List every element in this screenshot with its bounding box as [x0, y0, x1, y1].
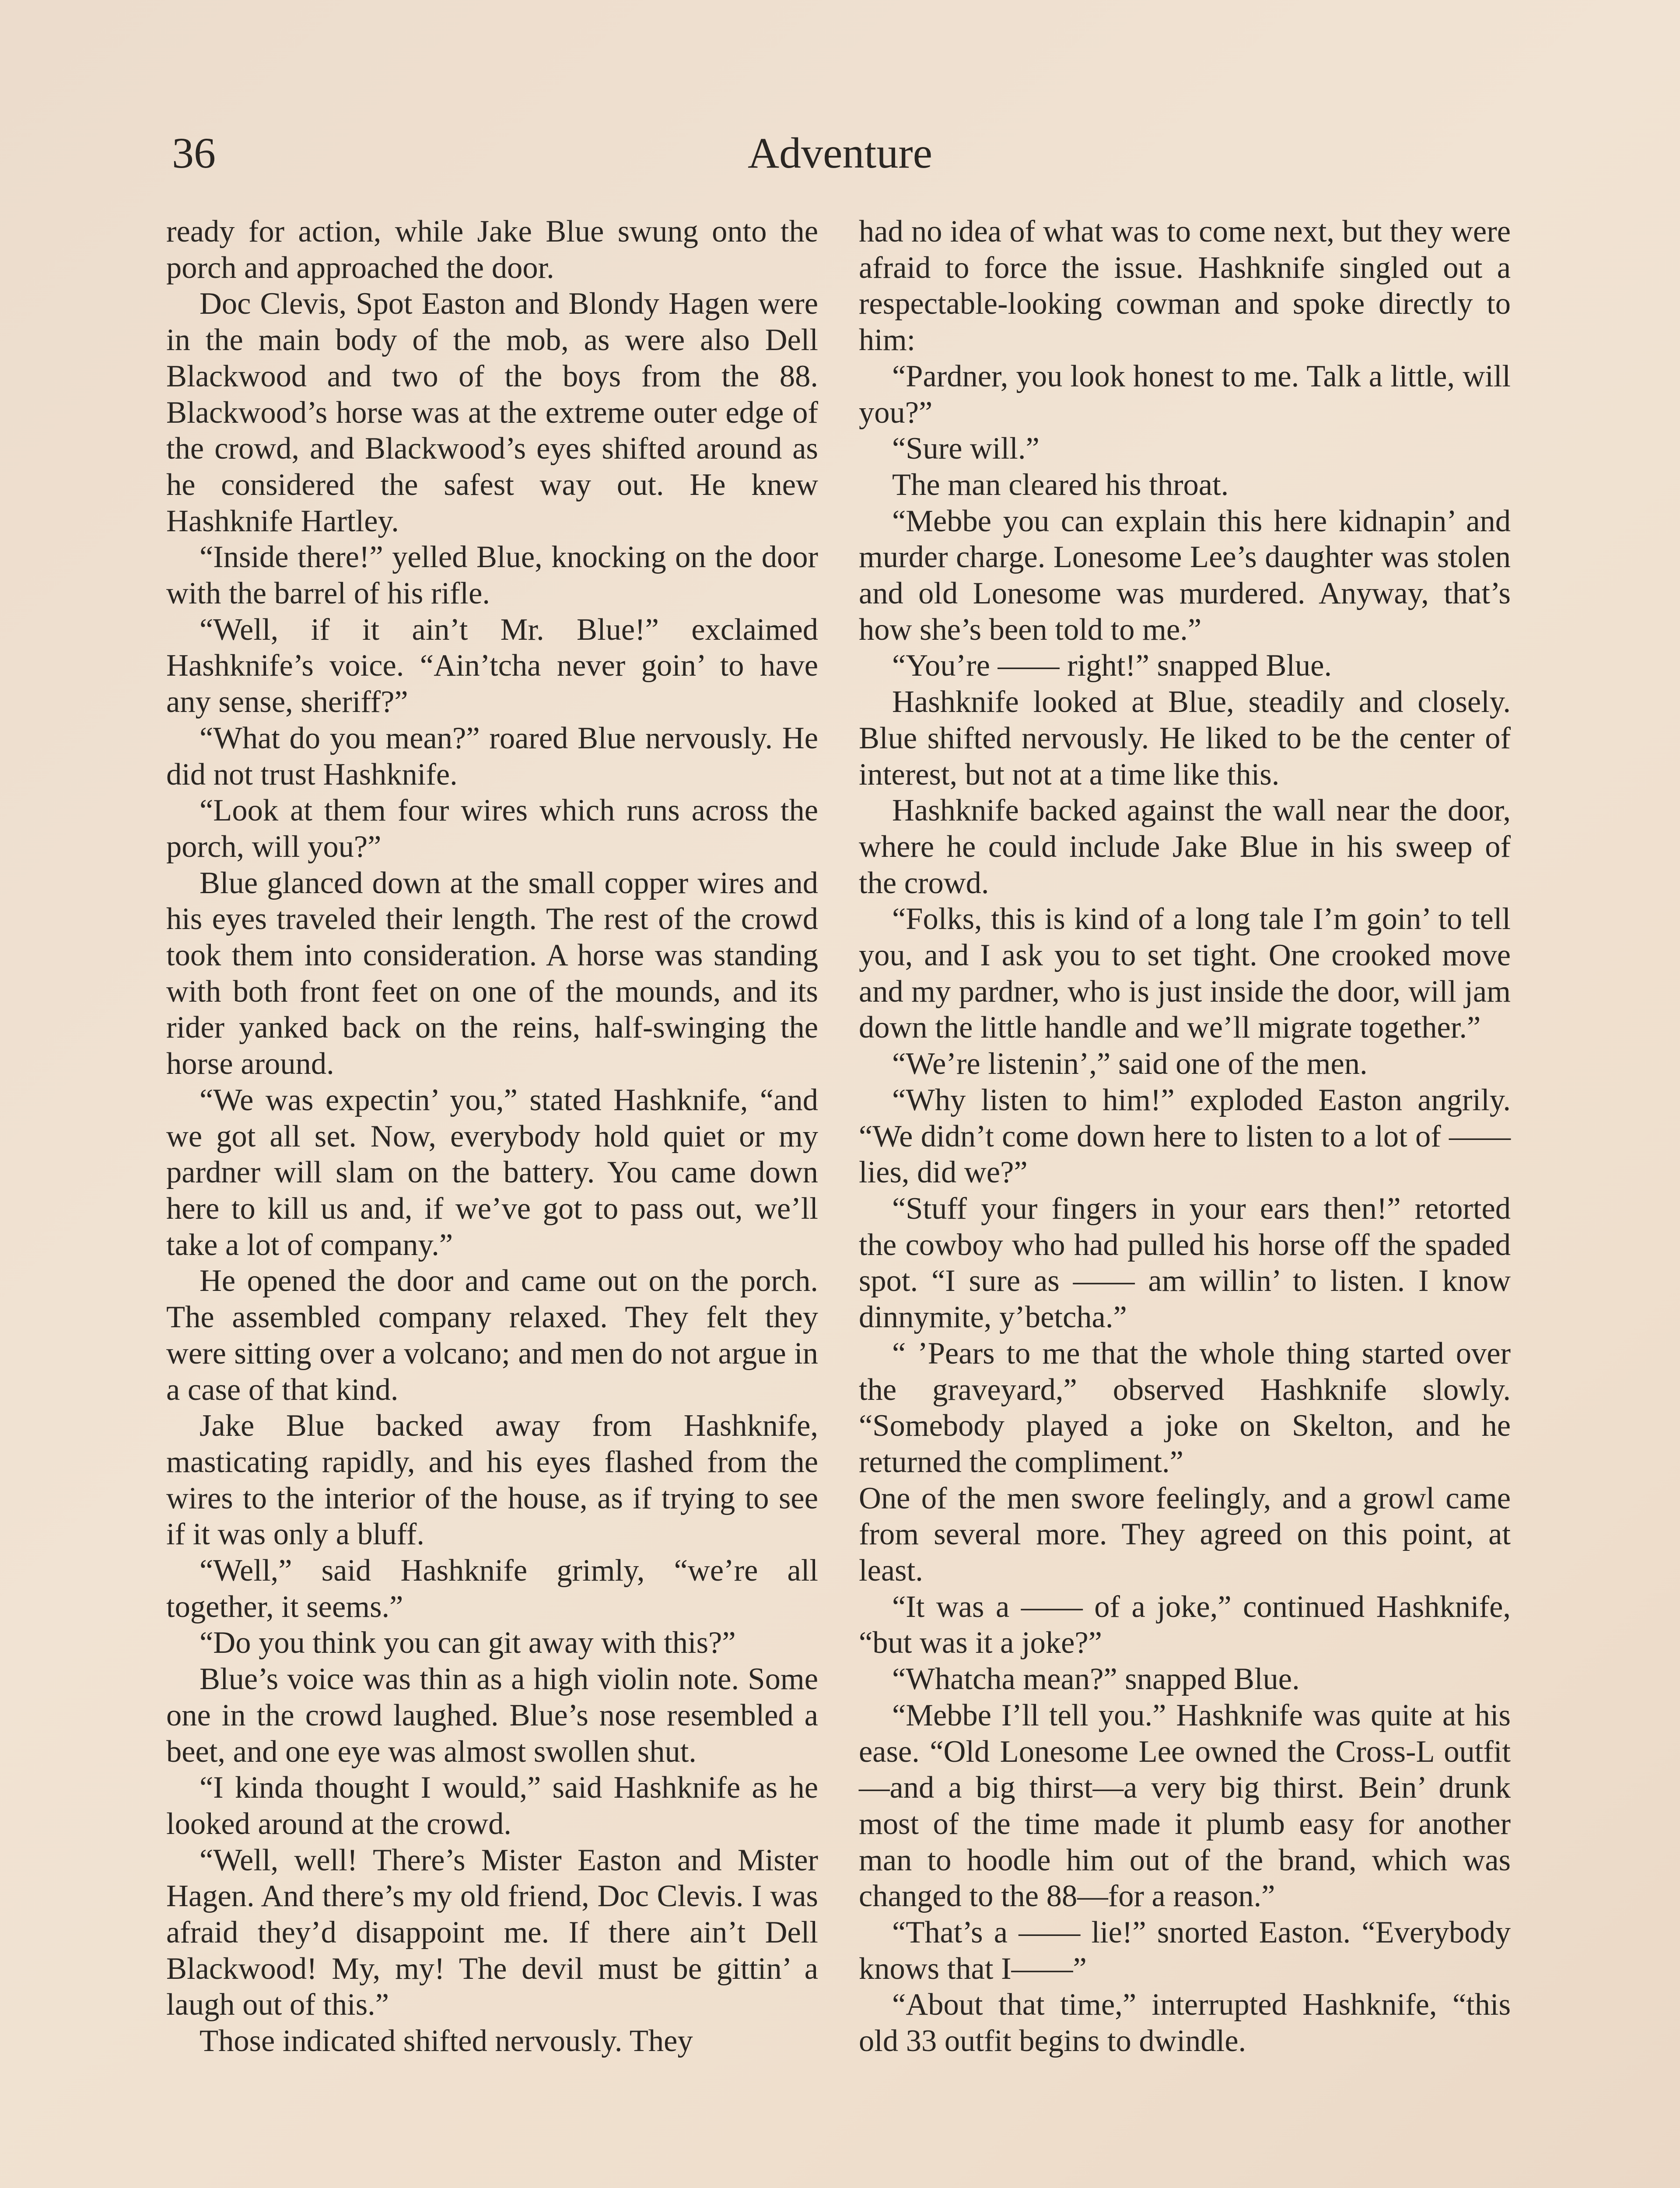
paragraph: “That’s a —— lie!” snorted Easton. “Everybody knows that I——” [859, 1915, 1511, 1986]
paragraph: “Sure will.” [892, 431, 1040, 466]
paragraph: “Mebbe you can explain this here kidnapin’ and murder charge. Lonesome Lee’s daughter was stolen and old Lonesome was murdered. Anyway, that’s how she’s been told to me.” [859, 504, 1511, 647]
paragraph: “Whatcha mean?” snapped Blue. [892, 1662, 1300, 1697]
paragraph: “We was expectin’ you,” stated Hashknife, “and we got all set. Now, everybody hold quiet or my pardner will slam on the battery. You came down here to kill us and, if we’ve got to pass out, we’ll take a lot of company.” [166, 1083, 818, 1262]
paragraph: ready for action, while Jake Blue swung onto the porch and approached the door. [166, 214, 818, 285]
paragraph: had no idea of what was to come next, but they were afraid to force the issue. Hashknife singled out a respectable-looking cowman and spoke directly to him: [859, 214, 1511, 358]
paragraph: Blue glanced down at the small copper wires and his eyes traveled their length. The rest of the crowd took them into consideration. A horse was standing with both front feet on one of the mounds, and its rider yanked back on the reins, half-swinging the horse around. [166, 866, 818, 1081]
running-title: Adventure [747, 129, 933, 177]
paragraph: Hashknife looked at Blue, steadily and closely. Blue shifted nervously. He liked to be the center of interest, but not at a time like this. [859, 685, 1511, 792]
paragraph: “Folks, this is kind of a long tale I’m goin’ to tell you, and I ask you to set tight. One crooked move and my pardner, who is just inside the door, will jam down the little handle and we’ll migrate together.” [859, 902, 1511, 1045]
paragraph: “Do you think you can git away with this?” [200, 1626, 736, 1660]
paragraph: “I kinda thought I would,” said Hashknife as he looked around at the crowd. [166, 1771, 818, 1841]
paragraph: Jake Blue backed away from Hashknife, masticating rapidly, and his eyes flashed from the wires to the interior of the house, as if trying to see if it was only a bluff. [166, 1409, 818, 1552]
paragraph: One of the men swore feelingly, and a growl came from several more. They agreed on this point, at least. [859, 1481, 1511, 1588]
paragraph: Those indicated shifted nervously. They [200, 2024, 693, 2058]
paragraph: Hashknife backed against the wall near the door, where he could include Jake Blue in his sweep of the crowd. [859, 793, 1511, 900]
paragraph: “You’re —— right!” snapped Blue. [892, 649, 1332, 683]
right-text-column [859, 214, 1511, 2059]
page-header [0, 0, 1680, 210]
paragraph: Blue’s voice was thin as a high violin note. Some one in the crowd laughed. Blue’s nose resembled a beet, and one eye was almost swollen shut. [166, 1662, 818, 1769]
left-text-column [166, 214, 818, 2059]
paragraph: “Well,” said Hashknife grimly, “we’re all together, it seems.” [166, 1553, 818, 1624]
paragraph: “Well, well! There’s Mister Easton and Mister Hagen. And there’s my old friend, Doc Clevis. I was afraid they’d disappoint me. If there ain’t Dell Blackwood! My, my! The devil must be gittin’ a laugh out of this.” [166, 1843, 818, 2022]
paragraph: “Stuff your fingers in your ears then!” retorted the cowboy who had pulled his horse off the spaded spot. “I sure as —— am willin’ to listen. I know dinnymite, y’betcha.” [859, 1191, 1511, 1335]
paragraph: “Pardner, you look honest to me. Talk a little, will you?” [859, 359, 1511, 430]
paragraph: “About that time,” interrupted Hashknife, “this old 33 outfit begins to dwindle. [859, 1988, 1511, 2058]
paragraph: “Look at them four wires which runs across the porch, will you?” [166, 793, 818, 864]
paragraph: “Inside there!” yelled Blue, knocking on the door with the barrel of his rifle. [166, 540, 818, 611]
paragraph: “What do you mean?” roared Blue nervously. He did not trust Hashknife. [166, 721, 818, 792]
paragraph: Doc Clevis, Spot Easton and Blondy Hagen were in the main body of the mob, as were also Dell Blackwood and two of the boys from the 88. Blackwood’s horse was at the extreme outer edge of the crowd, and Blackwood’s eyes shifted around as he considered the safest way out. He knew Hashknife Hartley. [166, 287, 818, 538]
paragraph: “ ’Pears to me that the whole thing started over the graveyard,” observed Hashknife slowly. “Somebody played a joke on Skelton, and he returned the compliment.” [859, 1336, 1511, 1479]
page-number: 36 [172, 129, 216, 177]
paragraph: The man cleared his throat. [892, 467, 1229, 502]
paragraph: “We’re listenin’,” said one of the men. [892, 1047, 1368, 1081]
paragraph: “Well, if it ain’t Mr. Blue!” exclaimed Hashknife’s voice. “Ain’tcha never goin’ to have any sense, sheriff?” [166, 612, 818, 719]
paragraph: “Mebbe I’ll tell you.” Hashknife was quite at his ease. “Old Lonesome Lee owned the Cross-L outfit—and a big thirst—a very big thirst. Bein’ drunk most of the time made it plumb easy for another man to hoodle him out of the brand, which was changed to the 88—for a reason.” [859, 1698, 1511, 1914]
paragraph: He opened the door and came out on the porch. The assembled company relaxed. They felt they were sitting over a volcano; and men do not argue in a case of that kind. [166, 1264, 818, 1407]
paragraph: “Why listen to him!” exploded Easton angrily. “We didn’t come down here to listen to a lot of —— lies, did we?” [859, 1083, 1511, 1190]
paragraph: “It was a —— of a joke,” continued Hashknife, “but was it a joke?” [859, 1589, 1511, 1660]
